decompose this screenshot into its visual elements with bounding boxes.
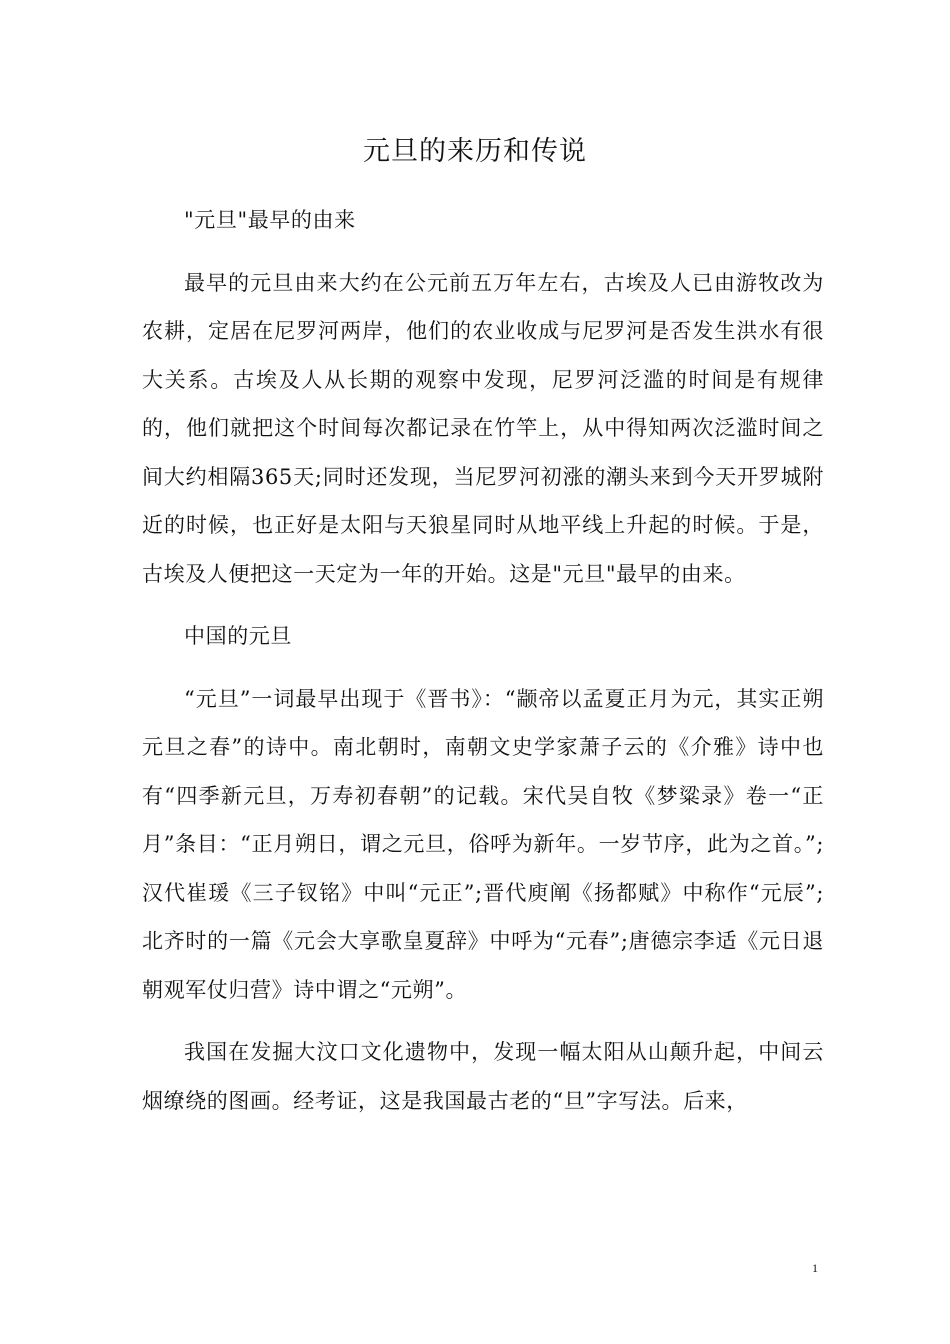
page-number: 1	[812, 1261, 818, 1275]
paragraph-dawenkou: 我国在发掘大汶口文化遗物中，发现一幅太阳从山颠升起，中间云烟缭绕的图画。经考证，这是我国最古老的“旦”字写法。后来，	[142, 1040, 824, 1113]
spacer	[142, 661, 824, 675]
document-title: 元旦的来历和传说	[363, 136, 587, 167]
section-heading-origin: "元旦"最早的由来	[184, 208, 356, 232]
spacer	[142, 245, 824, 259]
spacer	[142, 598, 824, 612]
paragraph-origin: 最早的元旦由来大约在公元前五万年左右，古埃及人已由游牧改为农耕，定居在尼罗河两岸，他们的农业收成与尼罗河是否发生洪水有很大关系。古埃及人从长期的观察中发现，尼罗河泛滥的时间是有规律的，他们就把这个时间每次都记录在竹竿上，从中得知两次泛滥时间之间大约相隔365天;同时还发现，当尼罗河初涨的潮头来到今天开罗城附近的时候，也正好是太阳与天狼星同时从地平线上升起的时候。于是，古埃及人便把这一天定为一年的开始。这是"元旦"最早的由来。	[142, 270, 824, 586]
section-heading-china: 中国的元旦	[184, 624, 292, 648]
document-body	[142, 196, 824, 1125]
spacer	[142, 1014, 824, 1028]
paragraph-china-history: “元旦”一词最早出现于《晋书》：“颛帝以孟夏正月为元，其实正朔元旦之春”的诗中。南北朝时，南朝文史学家萧子云的《介雅》诗中也有“四季新元旦，万寿初春朝”的记载。宋代吴自牧《梦粱录》卷一“正月”条目：“正月朔日，谓之元旦，俗呼为新年。一岁节序，此为之首。”;汉代崔瑗《三子钗铭》中叫“元正”;晋代庾阐《扬都赋》中称作“元辰”;北齐时的一篇《元会大享歌皇夏辞》中呼为“元春”;唐德宗李适《元日退朝观军仗归营》诗中谓之“元朔”。	[142, 686, 824, 1002]
